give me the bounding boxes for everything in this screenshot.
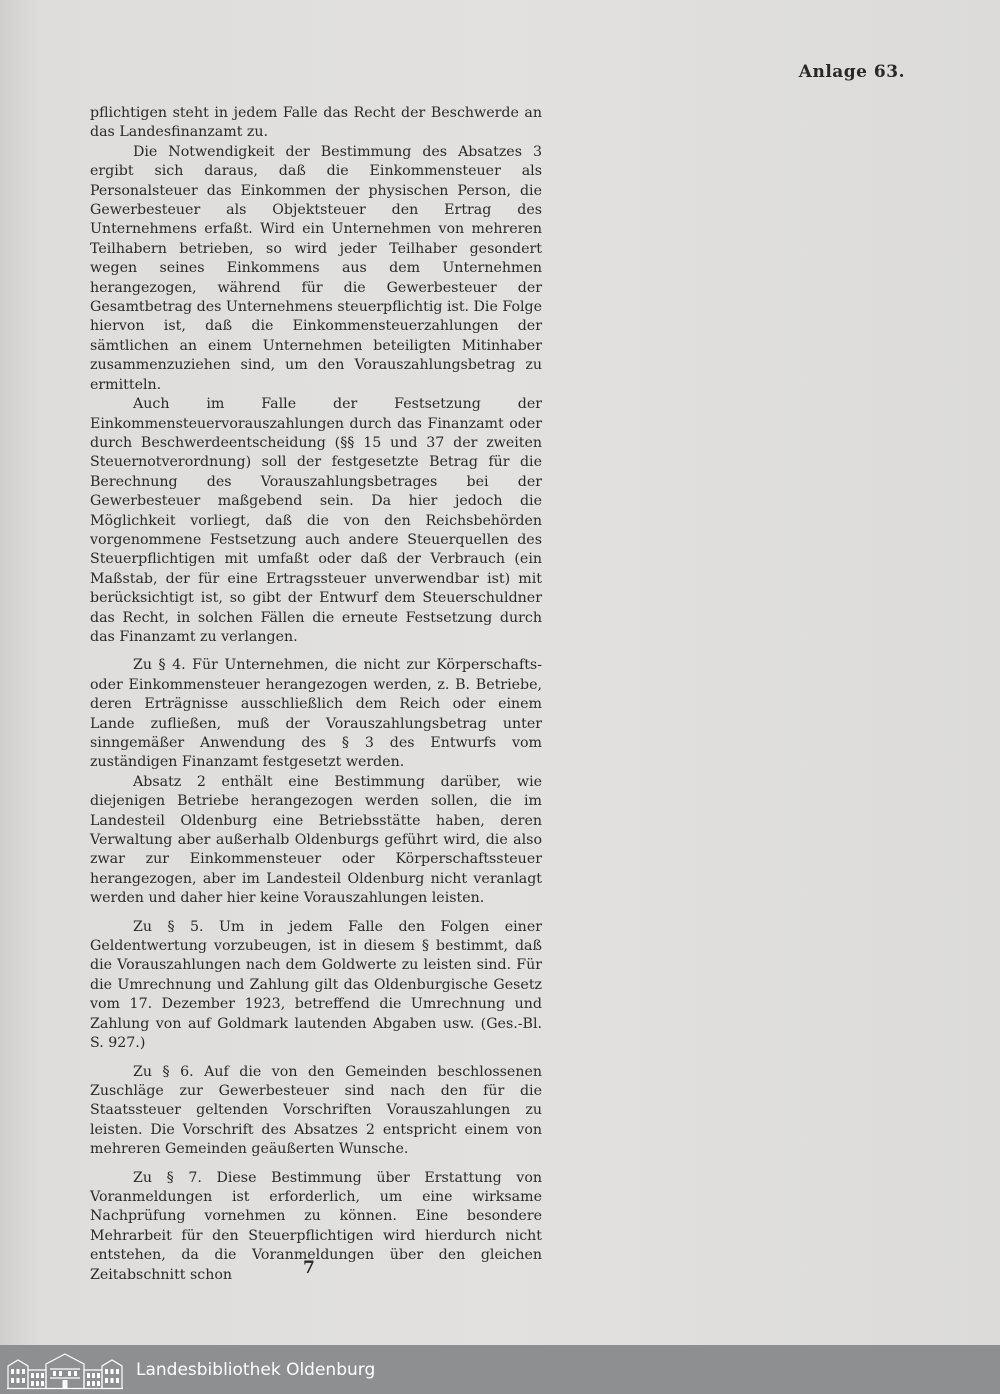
paragraph-4: Zu § 4. Für Unternehmen, die nicht zur Körperschafts- oder Einkommensteuer herangezogen werden, z. B. Betriebe, deren Erträgnisse ausschließlich dem Reich oder einem Lande zufließen, muß der Vorauszahlungsbetrag unter sinngemäßer Anwendung des § 3 des Entwurfs vom zuständigen Finanzamt festgesetzt werden. (90, 657, 542, 771)
page-number: 7 (303, 1258, 315, 1278)
footer-bar (0, 1345, 1000, 1394)
paragraph-7: Zu § 6. Auf die von den Gemeinden beschlossenen Zuschläge zur Gewerbesteuer sind nach den für die Staatssteuer geltenden Vorschriften Vorauszahlungen zu leisten. Die Vorschrift des Absatzes 2 entspricht einem von mehreren Gemeinden geäußerten Wunsche. (90, 1063, 542, 1158)
library-building-icon (6, 1350, 124, 1390)
paragraph-3: Auch im Falle der Festsetzung der Einkommensteuervorauszahlungen durch das Finanzamt oder durch Beschwerdeentscheidung (§§ 15 und 37 der zweiten Steuernotverordnung) soll der festgesetzte Betrag für die Berechnung des Vorauszahlungsbetrages bei der Gewerbesteuer maßgebend sein. Da hier jedoch die Möglichkeit vorliegt, daß die von den Reichsbehörden vorgenommene Festsetzung auch andere Steuerquellen des Steuerpflichtigen mit umfaßt oder daß der Verbrauch (ein Maßstab, der für eine Ertragssteuer unverwendbar ist) mit berücksichtigt ist, so gibt der Entwurf dem Steuerschuldner das Recht, in solchen Fällen die erneute Festsetzung durch das Finanzamt zu verlangen. (90, 396, 542, 645)
paragraph-2: Die Notwendigkeit der Bestimmung des Absatzes 3 ergibt sich daraus, daß die Einkommensteuer als Personalsteuer das Einkommen der physischen Person, die Gewerbesteuer als Objektsteuer den Ertrag des Unternehmens erfaßt. Wird ein Unternehmen von mehreren Teilhabern betrieben, so wird jeder Teilhaber gesondert wegen seines Einkommens aus dem Unternehmen herangezogen, während für die Gewerbesteuer der Gesamtbetrag des Unternehmens steuerpflichtig ist. Die Folge hiervon ist, daß die Einkommensteuerzahlungen der sämtlichen an einem Unternehmen beteiligten Mitinhaber zusammenzuziehen sind, um den Vorauszahlungsbetrag zu ermitteln. (90, 143, 542, 393)
paragraph-5: Absatz 2 enthält eine Bestimmung darüber, wie diejenigen Betriebe herangezogen werden sollen, die im Landesteil Oldenburg eine Betriebsstätte haben, deren Verwaltung aber außerhalb Oldenburgs geführt wird, die also zwar zur Einkommensteuer oder Körperschaftssteuer herangezogen, aber im Landesteil Oldenburg nicht veranlagt werden und daher hier keine Vorauszahlungen leisten. (90, 773, 542, 907)
paragraph-1: pflichtigen steht in jedem Falle das Recht der Beschwerde an das Landesfinanzamt zu. (90, 105, 542, 141)
paragraph-6: Zu § 5. Um in jedem Falle den Folgen einer Geldentwertung vorzubeugen, ist in diesem § bestimmt, daß die Vorauszahlungen nach dem Goldwerte zu leisten sind. Für die Umrechnung und Zahlung gilt das Oldenburgische Gesetz vom 17. Dezember 1923, betreffend die Umrechnung und Zahlung von auf Goldmark lautenden Abgaben usw. (Ges.-Bl. S. 927.) (90, 918, 542, 1052)
body-text (90, 104, 542, 1285)
library-name: Landesbibliothek Oldenburg (136, 1359, 376, 1380)
annex-label: Anlage 63. (798, 62, 905, 82)
paragraph-8: Zu § 7. Diese Bestimmung über Erstattung von Voranmeldungen ist erforderlich, um eine wirksame Nachprüfung vornehmen zu können. Eine besondere Mehrarbeit für den Steuerpflichtigen wird hierdurch nicht entstehen, da die Voranmeldungen über den gleichen Zeitabschnitt schon (90, 1169, 542, 1283)
